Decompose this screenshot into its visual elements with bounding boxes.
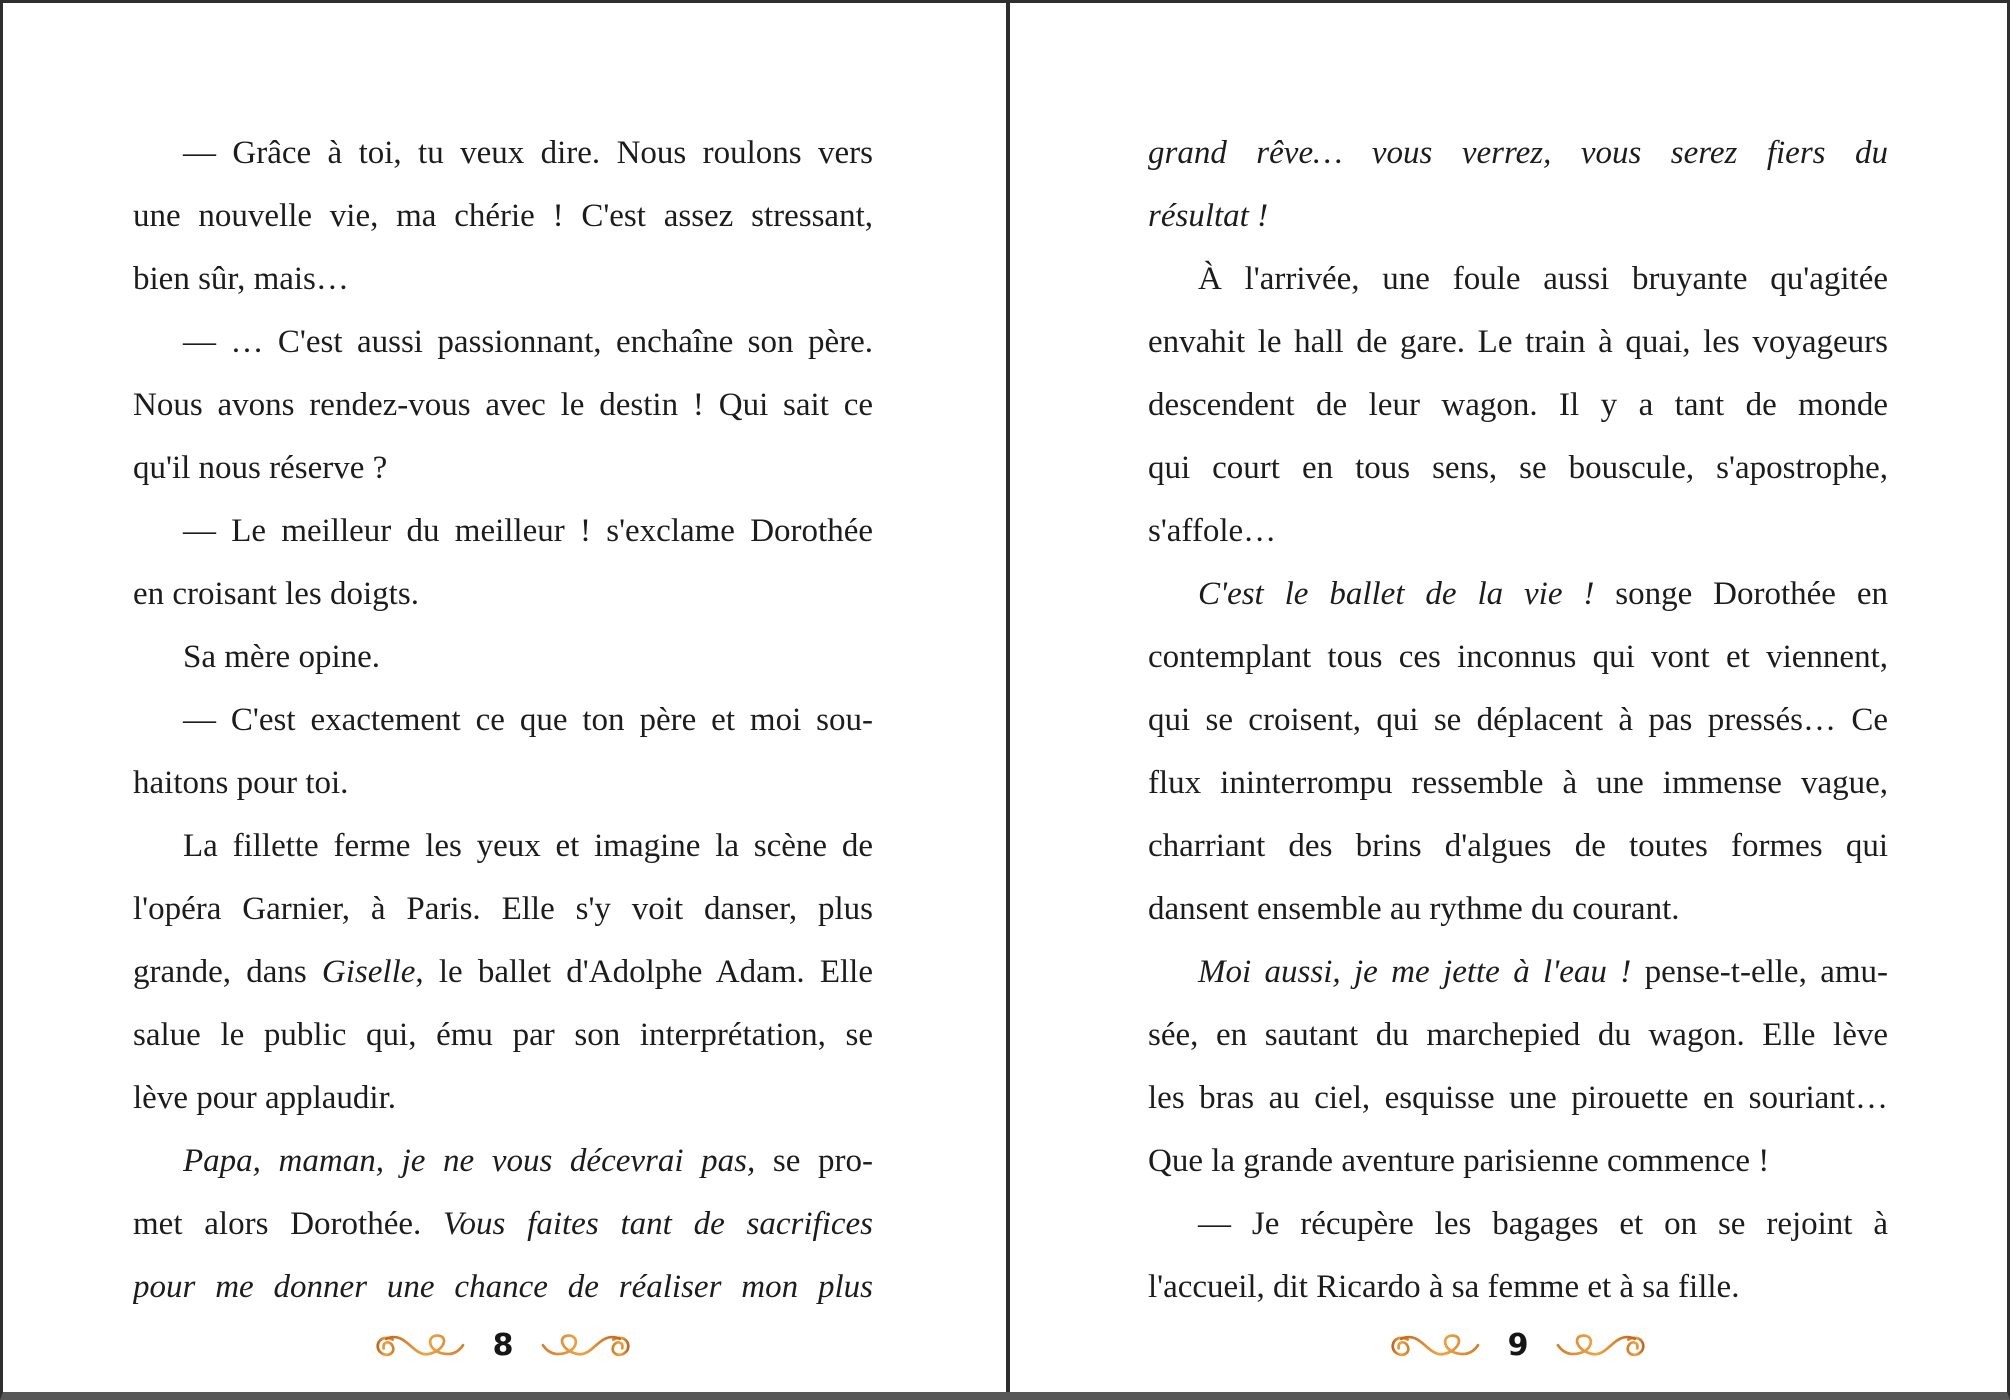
text-line: [1148, 689, 1888, 752]
italic-run: C'est le ballet de la vie !: [1198, 576, 1595, 612]
italic-run: résultat !: [1148, 198, 1269, 234]
text-run: charriant des brins d'algues de toutes formes qui: [1148, 828, 1888, 864]
text-run: qui court en tous sens, se bouscule, s'apostrophe,: [1148, 450, 1888, 486]
text-run: sée, en sautant du marchepied du wagon. Elle lève: [1148, 1017, 1888, 1053]
text-run: Nous avons rendez-vous avec le destin ! Qui sait ce: [133, 387, 873, 423]
text-run: bien sûr, mais…: [133, 261, 349, 297]
text-run: À l'arrivée, une foule aussi bruyante qu'agitée: [1198, 261, 1888, 297]
text-line: [133, 941, 873, 1004]
text-run: envahit le hall de gare. Le train à quai, les voyageurs: [1148, 324, 1888, 360]
text-line: [133, 437, 873, 500]
flourish-left-icon: [371, 1328, 467, 1364]
page-text: [1148, 122, 1888, 1319]
text-run: se pro-: [755, 1143, 873, 1179]
text-run: songe Dorothée en: [1594, 576, 1888, 612]
text-line: [133, 1004, 873, 1067]
text-line: [1148, 1256, 1888, 1319]
text-line: [1148, 311, 1888, 374]
flourish-right-icon: [1554, 1328, 1650, 1364]
text-line: [1148, 185, 1888, 248]
text-line: [1148, 1004, 1888, 1067]
text-line: [1148, 1130, 1888, 1193]
text-line: [133, 122, 873, 185]
text-line: [1148, 1193, 1888, 1256]
text-run: — Le meilleur du meilleur ! s'exclame Dorothée: [183, 513, 873, 549]
text-line: [1148, 563, 1888, 626]
text-line: [1148, 437, 1888, 500]
text-line: [133, 689, 873, 752]
text-line: [1148, 122, 1888, 185]
text-run: l'opéra Garnier, à Paris. Elle s'y voit danser, plus: [133, 891, 873, 927]
text-run: qui se croisent, qui se déplacent à pas pressés… Ce: [1148, 702, 1888, 738]
text-line: [1148, 1067, 1888, 1130]
text-run: dansent ensemble au rythme du courant.: [1148, 891, 1680, 927]
italic-run: Moi aussi, je me jette à l'eau !: [1198, 954, 1632, 990]
text-line: [133, 815, 873, 878]
text-line: [1148, 626, 1888, 689]
text-line: [133, 752, 873, 815]
text-run: descendent de leur wagon. Il y a tant de monde: [1148, 387, 1888, 423]
text-run: les bras au ciel, esquisse une pirouette en souriant…: [1148, 1080, 1888, 1116]
text-line: [133, 1130, 873, 1193]
text-line: [1148, 878, 1888, 941]
italic-run: pour me donner une chance de réaliser mon plus: [133, 1269, 873, 1305]
text-run: — … C'est aussi passionnant, enchaîne son père.: [183, 324, 873, 360]
page-footer: [1148, 1322, 1888, 1370]
text-line: [1148, 500, 1888, 563]
text-line: [133, 1067, 873, 1130]
text-run: en croisant les doigts.: [133, 576, 419, 612]
left-page: [3, 3, 1008, 1392]
page-number: 9: [1507, 1328, 1529, 1363]
page-text: [133, 122, 873, 1319]
text-line: [1148, 752, 1888, 815]
text-run: contemplant tous ces inconnus qui vont et viennent,: [1148, 639, 1888, 675]
text-run: flux ininterrompu ressemble à une immense vague,: [1148, 765, 1888, 801]
text-run: lève pour applaudir.: [133, 1080, 397, 1116]
text-run: Sa mère opine.: [183, 639, 381, 675]
flourish-right-icon: [539, 1328, 635, 1364]
text-line: [1148, 374, 1888, 437]
text-line: [133, 626, 873, 689]
flourish-left-icon: [1386, 1328, 1482, 1364]
text-run: salue le public qui, ému par son interprétation, se: [133, 1017, 873, 1053]
text-line: [1148, 815, 1888, 878]
text-line: [133, 1256, 873, 1319]
text-run: , le ballet d'Adolphe Adam. Elle: [415, 954, 873, 990]
text-run: — Je récupère les bagages et on se rejoint à: [1198, 1206, 1888, 1242]
text-line: [133, 374, 873, 437]
text-run: — C'est exactement ce que ton père et moi sou-: [183, 702, 873, 738]
text-run: haitons pour toi.: [133, 765, 349, 801]
text-line: [133, 311, 873, 374]
text-run: s'affole…: [1148, 513, 1277, 549]
text-line: [1148, 248, 1888, 311]
italic-run: Papa, maman, je ne vous décevrai pas,: [183, 1143, 756, 1179]
text-run: grande, dans: [133, 954, 322, 990]
text-run: qu'il nous réserve ?: [133, 450, 388, 486]
text-line: [1148, 941, 1888, 1004]
text-run: met alors Dorothée.: [133, 1206, 444, 1242]
italic-run: Vous faites tant de sacrifices: [443, 1206, 873, 1242]
text-line: [133, 1193, 873, 1256]
text-run: La fillette ferme les yeux et imagine la scène de: [183, 828, 873, 864]
text-run: l'accueil, dit Ricardo à sa femme et à sa fille.: [1148, 1269, 1740, 1305]
text-line: [133, 185, 873, 248]
page-number: 8: [492, 1328, 514, 1363]
italic-run: grand rêve… vous verrez, vous serez fiers du: [1148, 135, 1888, 171]
text-line: [133, 248, 873, 311]
text-run: — Grâce à toi, tu veux dire. Nous roulons vers: [183, 135, 873, 171]
right-page: [1008, 3, 2010, 1392]
text-line: [133, 500, 873, 563]
page-footer: [133, 1322, 873, 1370]
spread-divider: [1006, 3, 1010, 1392]
text-run: pense-t-elle, amu-: [1631, 954, 1888, 990]
text-line: [133, 563, 873, 626]
text-run: une nouvelle vie, ma chérie ! C'est assez stressant,: [133, 198, 873, 234]
text-run: Que la grande aventure parisienne commence !: [1148, 1143, 1770, 1179]
italic-run: Giselle: [321, 954, 416, 990]
text-line: [133, 878, 873, 941]
